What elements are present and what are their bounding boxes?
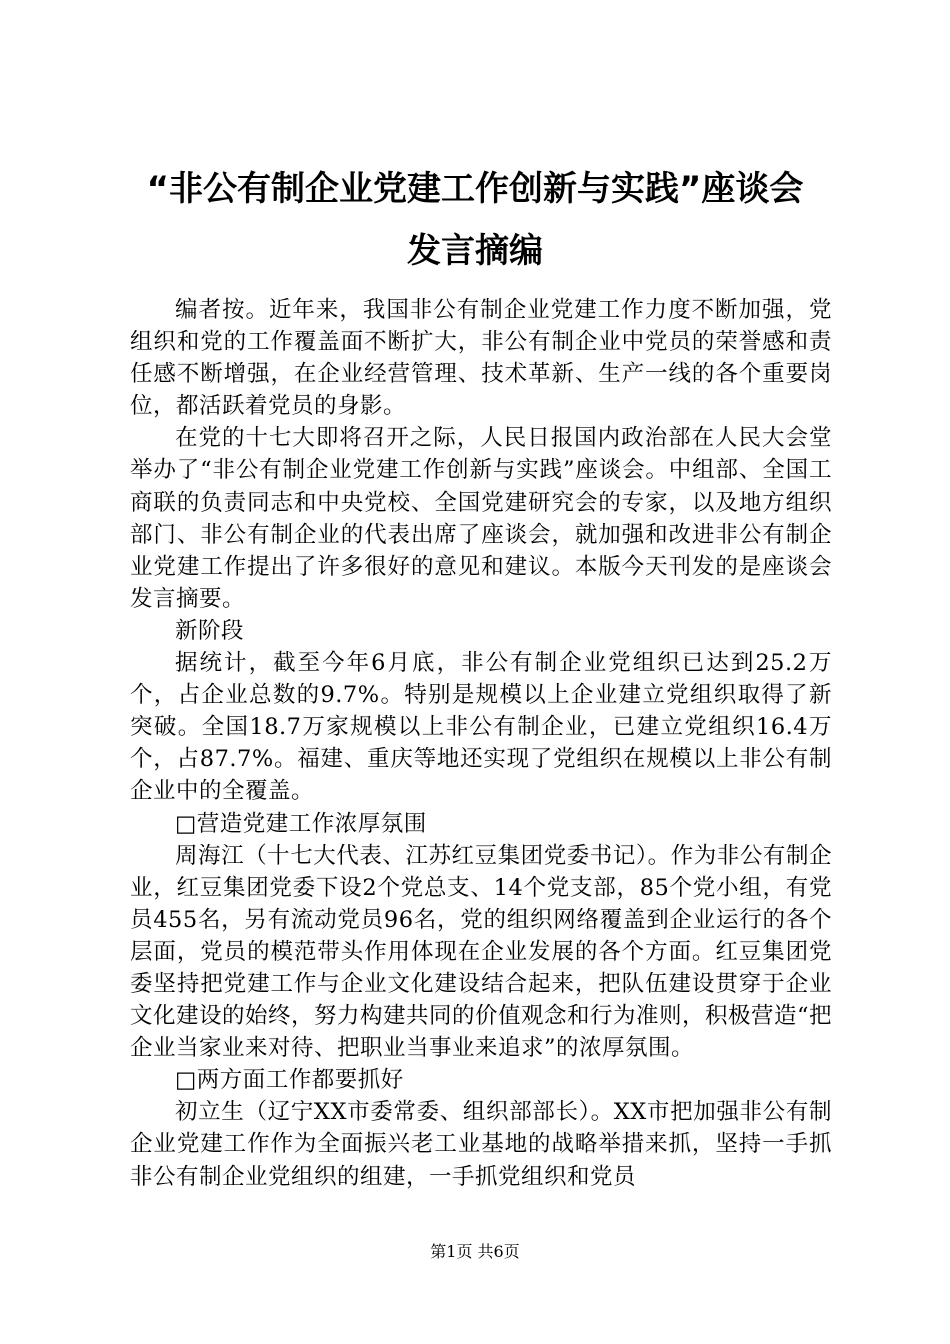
statistics-paragraph: 据统计，截至今年6月底，非公有制企业党组织已达到25.2万个，占企业总数的9.7%。特别是规模以上企业建立党组织取得了新突破。全国18.7万家规模以上非公有制企业，已建立党组织16.4万个，占87.7%。福建、重庆等地还实现了党组织在规模以上非公有制企业中的全覆盖。: [130, 650, 832, 805]
section-heading-two-aspects: □两方面工作都要抓好: [175, 1067, 404, 1094]
document-body: [130, 294, 832, 1193]
document-title-line-2: 发言摘编: [407, 231, 543, 271]
page-footer: 第1页 共6页: [430, 1242, 520, 1261]
editor-note-paragraph: 编者按。近年来，我国非公有制企业党建工作力度不断加强，党组织和党的工作覆盖面不断扩大，非公有制企业中党员的荣誉感和责任感不断增强，在企业经营管理、技术革新、生产一线的各个重要岗位，都活跃着党员的身影。: [130, 297, 832, 420]
speaker-paragraph-chu: 初立生（辽宁XX市委常委、组织部部长）。XX市把加强非公有制企业党建工作作为全面振兴老工业基地的战略举措来抓，坚持一手抓非公有制企业党组织的组建，一手抓党组织和党员: [130, 1099, 832, 1190]
document-title-line-1: “非公有制企业党建工作创新与实践”座谈会: [146, 169, 804, 209]
document-title: [60, 158, 890, 282]
speaker-paragraph-zhou: 周海江（十七大代表、江苏红豆集团党委书记）。作为非公有制企业，红豆集团党委下设2个党总支、14个党支部，85个党小组，有党员455名，另有流动党员96名，党的组织网络覆盖到企业运行的各个层面，党员的模范带头作用体现在企业发展的各个方面。红豆集团党委坚持把党建工作与企业文化建设结合起来，把队伍建设贯穿于企业文化建设的始终，努力构建共同的价值观念和行为准则，积极营造“把企业当家业来对待、把职业当事业来追求”的浓厚氛围。: [130, 842, 833, 1062]
intro-paragraph: 在党的十七大即将召开之际，人民日报国内政治部在人民大会堂举办了“非公有制企业党建工作创新与实践”座谈会。中组部、全国工商联的负责同志和中央党校、全国党建研究会的专家，以及地方组织部门、非公有制企业的代表出席了座谈会，就加强和改进非公有制企业党建工作提出了许多很好的意见和建议。本版今天刊发的是座谈会发言摘要。: [130, 425, 832, 612]
section-heading-new-stage: 新阶段: [175, 617, 245, 644]
section-heading-atmosphere: □营造党建工作浓厚氛围: [175, 810, 427, 837]
